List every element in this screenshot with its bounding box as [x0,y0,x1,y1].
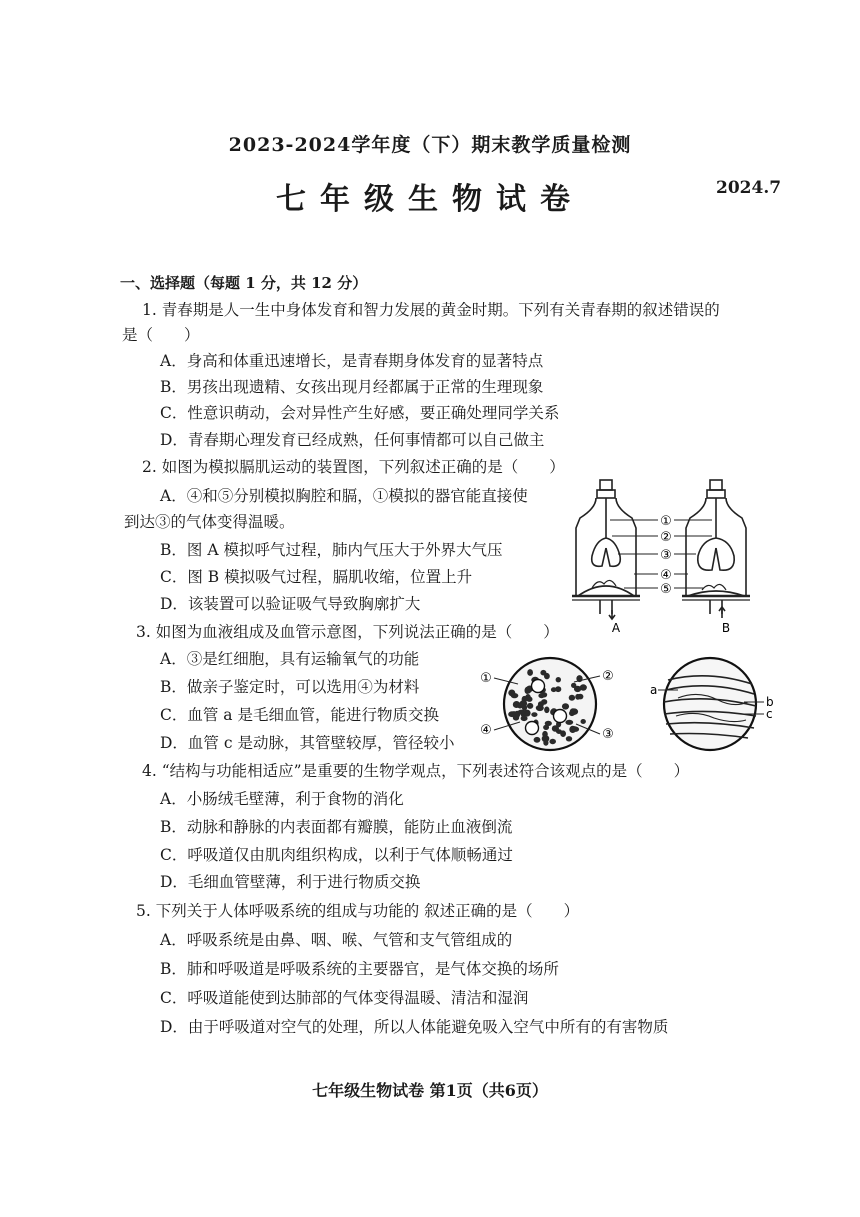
q1-option-b: B．男孩出现遗精、女孩出现月经都属于正常的生理现象 [160,378,544,396]
q5-option-b: B．肺和呼吸道是呼吸系统的主要器官，是气体交换的场所 [160,960,559,978]
jar-label-a: A [611,621,621,635]
red-blood-cell [556,677,561,682]
blood-marker-3: ③ [602,727,614,742]
red-blood-cell [565,720,573,725]
lung-marker-1: ① [660,514,672,529]
red-blood-cell [508,690,515,697]
q4-option-a: A．小肠绒毛壁薄，利于食物的消化 [160,790,404,808]
q4-stem: 4. “结构与功能相适应”是重要的生物学观点，下列表述符合该观点的是（ ） [142,762,690,780]
vessel-label-b: b [766,695,774,709]
exam-title: 七年级生物试卷 [276,182,584,217]
red-blood-cell [581,719,586,724]
section-title: 一、选择题（每题 1 分，共 12 分） [120,274,368,292]
red-blood-cell [544,707,549,714]
vessel-label-c: c [766,707,773,721]
red-blood-cell [543,740,548,746]
red-blood-cell [569,726,576,733]
blood-marker-4: ④ [480,723,492,738]
q1-option-d: D．青春期心理发育已经成熟，任何事情都可以自己做主 [160,431,545,449]
q3-option-c: C．血管 a 是毛细血管，能进行物质交换 [160,706,439,724]
q2-option-c: C．图 B 模拟吸气过程，膈肌收缩，位置上升 [160,568,473,586]
red-blood-cell [560,730,566,737]
lung-marker-5: ⑤ [660,582,672,597]
q5-stem: 5. 下列关于人体呼吸系统的组成与功能的 叙述正确的是（ ） [136,902,580,920]
q2-option-b: B．图 A 模拟呼气过程，肺内气压大于外界大气压 [160,541,503,559]
jar-label-b: B [721,621,731,635]
q3-option-b: B．做亲子鉴定时，可以选用④为材料 [160,678,420,696]
blood-marker-2: ② [602,669,614,684]
exam-date: 2024.7 [716,178,782,198]
q1-stem-line1: 1. 青春期是人一生中身体发育和智力发展的黄金时期。下列有关青春期的叙述错误的 [142,301,720,319]
red-blood-cell [518,710,526,715]
q4-option-c: C．呼吸道仅由肌肉组织构成，以利于气体顺畅通过 [160,846,513,864]
red-blood-cell [513,701,520,708]
q1-option-c: C．性意识萌动，会对异性产生好感，要正确处理同学关系 [160,404,560,422]
red-blood-cell [526,697,532,702]
red-blood-cell [508,711,516,717]
q2-stem: 2. 如图为模拟膈肌运动的装置图，下列叙述正确的是（ ） [142,458,565,476]
red-blood-cell [538,693,544,698]
red-blood-cell [527,703,533,709]
lung-marker-2: ② [660,530,672,545]
red-blood-cell [570,708,577,715]
red-blood-cell [555,686,561,692]
red-blood-cell [574,686,581,692]
red-blood-cell [577,694,583,700]
q3-option-d: D．血管 c 是动脉，其管壁较厚，管径较小 [160,734,455,752]
red-blood-cell [562,703,569,709]
q4-option-d: D．毛细血管壁薄，利于进行物质交换 [160,873,421,891]
lung-marker-3: ③ [660,548,672,563]
q5-option-d: D．由于呼吸道对空气的处理，所以人体能避免吸入空气中所有的有害物质 [160,1018,669,1036]
exam-header: 2023-2024学年度（下）期末教学质量检测 [228,134,632,156]
red-blood-cell [544,673,550,679]
red-blood-cell [534,737,541,743]
q3-option-a: A．③是红细胞，具有运输氧气的功能 [160,650,420,668]
red-blood-cell [527,669,533,676]
red-blood-cell [531,712,537,717]
q3-stem: 3. 如图为血液组成及血管示意图，下列说法正确的是（ ） [136,623,559,641]
q5-option-c: C．呼吸道能使到达肺部的气体变得温暖、清洁和湿润 [160,989,529,1007]
white-blood-cell [532,680,545,693]
page-footer: 七年级生物试卷 第1页（共6页） [312,1081,548,1100]
diaphragm-model-figure [566,478,766,638]
red-blood-cell [543,725,549,730]
red-blood-cell [525,687,530,694]
blood-marker-1: ① [480,671,492,686]
bell-jar-a [572,480,640,619]
q1-stem-line2: 是（ ） [122,326,200,344]
blood-smear-figure [476,650,626,760]
q5-option-a: A．呼吸系统是由鼻、咽、喉、气管和支气管组成的 [160,931,513,949]
red-blood-cell [549,739,556,744]
lung-marker-4: ④ [660,568,672,583]
red-blood-cell [520,700,528,707]
red-blood-cell [536,705,544,711]
q4-option-b: B．动脉和静脉的内表面都有瓣膜，能防止血液倒流 [160,818,513,836]
white-blood-cell [526,722,539,735]
blood-vessel-figure [648,650,778,760]
q2-option-d: D．该装置可以验证吸气导致胸廓扩大 [160,595,421,613]
vessel-label-a: a [650,683,658,697]
red-blood-cell [569,695,575,701]
red-blood-cell [566,736,572,741]
q2-option-a: A．④和⑤分别模拟胸腔和膈，①模拟的器官能直接使 [160,487,528,505]
q2-option-a-cont: 到达③的气体变得温暖。 [124,513,295,531]
white-blood-cell [554,710,567,723]
red-blood-cell [542,731,548,738]
bell-jar-b [682,480,750,618]
q1-option-a: A．身高和体重迅速增长，是青春期身体发育的显著特点 [160,352,544,370]
